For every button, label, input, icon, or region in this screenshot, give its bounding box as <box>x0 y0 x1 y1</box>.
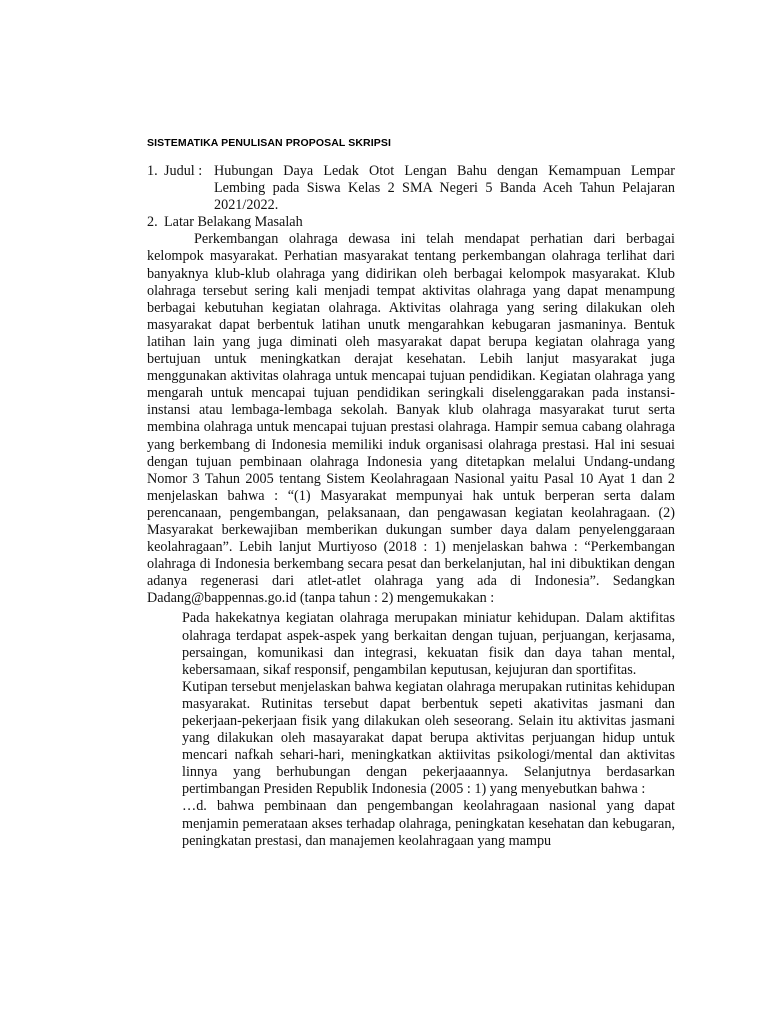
title-item-value: Hubungan Daya Ledak Otot Lengan Bahu dengan Kemampuan Lempar Lembing pada Siswa Kelas 2 SMA Negeri 5 Banda Aceh Tahun Pelajaran 2021/2022. <box>214 163 675 214</box>
background-paragraph-2: Kutipan tersebut menjelaskan bahwa kegiatan olahraga merupakan rutinitas kehidupan masyarakat. Rutinitas tersebut dapat berbentuk sepeti akativitas jasmani dan pekerjaan-pekerjaan fisik yang dilakukan oleh seseorang. Selain itu aktivitas jasmani yang dilakukan oleh masayarakat dapat berupa aktivitas perjuangan hidup untuk mencari nafkah sehari-hari, meningkatkan aktiivitas psikologi/mental dan aktivitas linnya yang berhubungan dengan pekerjaaannya. Selanjutnya berdasarkan pertimbangan Presiden Republik Indonesia (2005 : 1) yang menyebutkan bahwa : <box>182 678 675 798</box>
background-heading-item <box>147 214 675 231</box>
title-item-number: 1. <box>147 163 158 179</box>
block-quote-1: Pada hakekatnya kegiatan olahraga merupakan miniatur kehidupan. Dalam aktifitas olahraga terdapat aspek-aspek yang berkaitan dengan tujuan, perjuangan, kerjasama, persaingan, komunikasi dan integrasi, kekuatan fisik dan daya tahan mental, kebersamaan, sikaf responsif, pengambilan keputusan, kejujuran dan sportifitas. <box>182 610 675 678</box>
title-item-label: Judul : <box>164 163 203 179</box>
background-paragraph-1: Perkembangan olahraga dewasa ini telah mendapat perhatian dari berbagai kelompok masyarakat. Perhatian masyarakat tentang perkembangan olahraga terlihat dari banyaknya klub-klub olahraga yang didirikan oleh berbagai kelompok masyarakat. Klub olahraga tersebut sering kali menjadi tempat aktivitas olahraga yang dapat menampung berbagai kebutuhan kegiatan olahraga. Aktivitas olahraga yang sering dilakukan oleh masyarakat dapat berbentuk latihan unutk mengarahkan kebugaran jasmaninya. Bentuk latihan lain yang juga diminati oleh masyarakat dapat berupa kegiatan olahraga yang bertujuan untuk meningkatkan derajat kesehatan. Lebih lanjut masyarakat juga menggunakan aktivitas olahraga untuk mencapai tujuan pendidikan. Kegiatan olahraga yang mengarah untuk mencapai tujuan pendidikan seringkali diselenggarakan pada instansi-instansi atau lembaga-lembaga sekolah. Banyak klub olahraga masyarakat turut serta membina olahraga untuk mencapai tujuan prestasi olahraga. Hampir semua cabang olahraga yang berkembang di Indonesia memiliki induk organisasi olahraga prestasi. Hal ini sesuai dengan tujuan pembinaan olahraga Indonesia yang ditetapkan melalui Undang-undang Nomor 3 Tahun 2005 tentang Sistem Keolahragaan Nasional yaitu Pasal 10 Ayat 1 dan 2 menjelaskan bahwa : “(1) Masyarakat mempunyai hak untuk berperan serta dalam perencanaan, pengembangan, pelaksanaan, dan pengawasan kegiatan keolahragaan. (2) Masyarakat berkewajiban memberikan dukungan sumber daya dalam penyelenggaraan keolahragaan”. Lebih lanjut Murtiyoso (2018 : 1) menjelaskan bahwa : “Perkembangan olahraga di Indonesia berkembang secara pesat dan berkelanjutan, hal ini dibuktikan dengan adanya regenerasi dari atlet-atlet olahraga yang ada di Indonesia”. Sedangkan Dadang@bappennas.go.id (tanpa tahun : 2) mengemukakan : <box>147 231 675 607</box>
document-body <box>147 163 675 850</box>
background-item-number: 2. <box>147 214 158 231</box>
document-heading: SISTEMATIKA PENULISAN PROPOSAL SKRIPSI <box>147 137 391 149</box>
title-item <box>147 163 675 214</box>
background-item-label: Latar Belakang Masalah <box>164 214 303 231</box>
block-quote-2: …d. bahwa pembinaan dan pengembangan keolahragaan nasional yang dapat menjamin pemerataan akses terhadap olahraga, peningkatan kesehatan dan kebugaran, peningkatan prestasi, dan manajemen keolahragaan yang mampu <box>182 798 675 849</box>
